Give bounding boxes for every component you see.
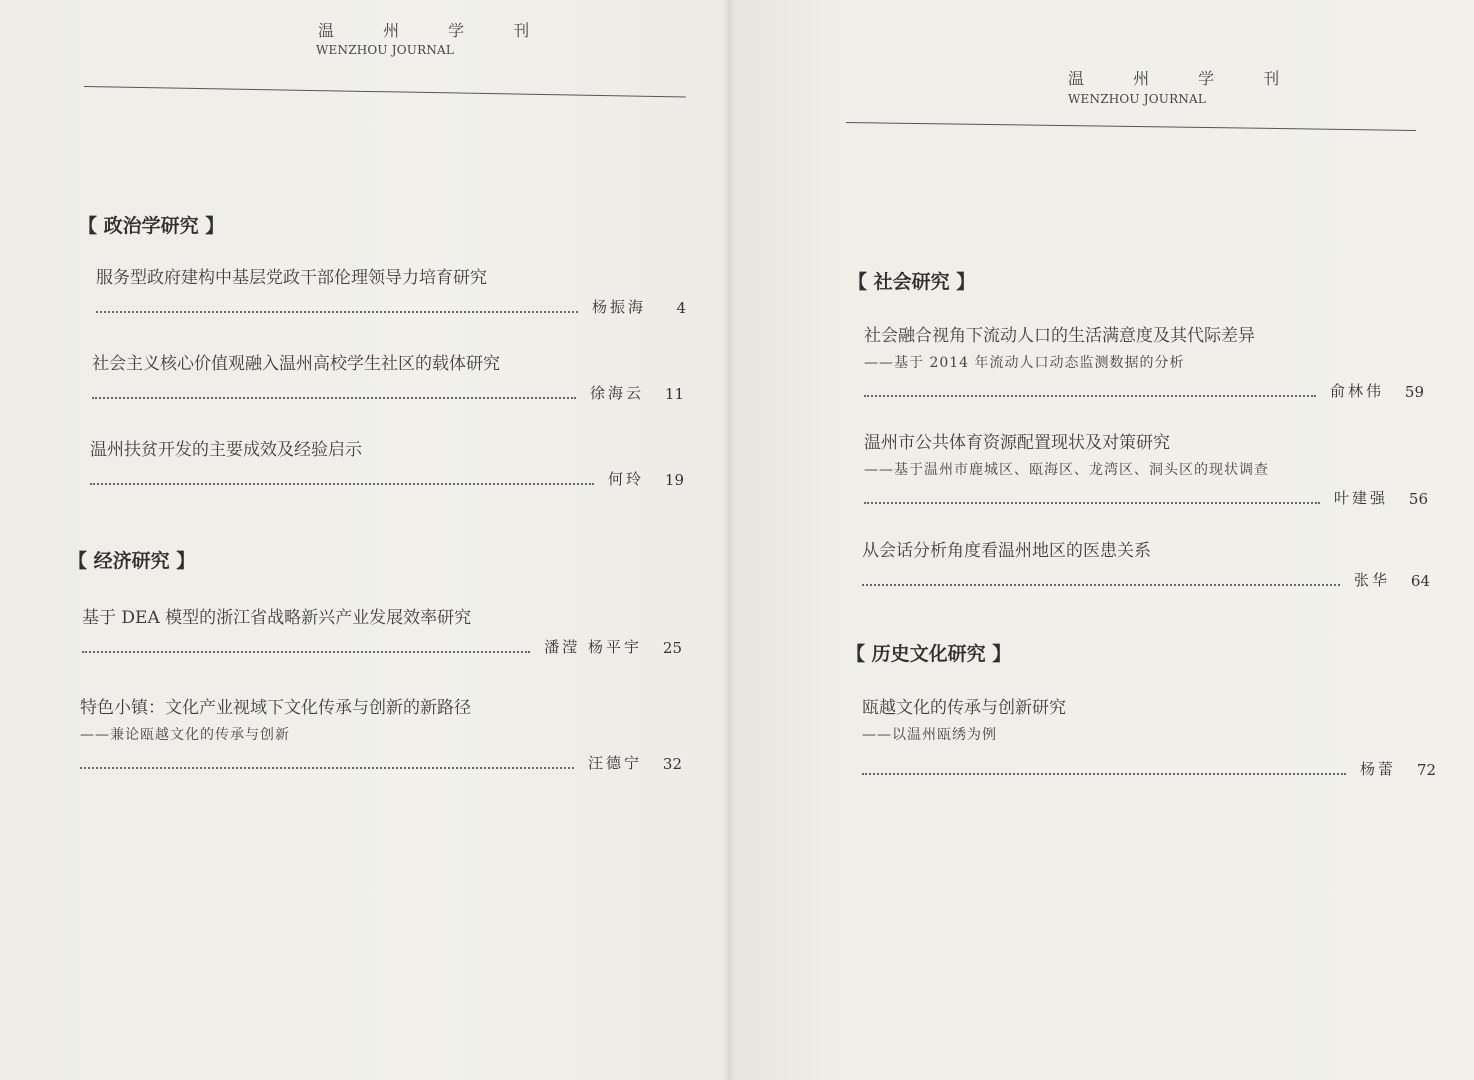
toc-entry[interactable] xyxy=(96,263,686,317)
leader-row xyxy=(864,487,1428,508)
toc-entry[interactable] xyxy=(864,321,1424,401)
toc-entry[interactable] xyxy=(864,428,1428,508)
entry-author: 杨振海 xyxy=(591,298,646,316)
entry-author: 张华 xyxy=(1353,571,1390,589)
leader-row xyxy=(862,569,1430,590)
entry-subtitle: ——基于温州市鹿城区、瓯海区、龙湾区、洞头区的现状调查 xyxy=(864,462,1269,478)
entry-page-number: 19 xyxy=(664,471,684,489)
leader-row xyxy=(82,636,682,657)
book-gutter xyxy=(722,0,736,1080)
dot-leader xyxy=(82,641,530,653)
header-rule xyxy=(84,86,686,98)
entry-title: 瓯越文化的传承与创新研究 xyxy=(862,698,1066,718)
section-heading-politics: 【 政治学研究 】 xyxy=(78,215,225,237)
entry-title: 从会话分析角度看温州地区的医患关系 xyxy=(862,541,1151,561)
left-page xyxy=(0,0,728,1080)
toc-entry[interactable] xyxy=(82,603,682,657)
entry-page-number: 32 xyxy=(662,755,682,773)
entry-subtitle: ——以温州瓯绣为例 xyxy=(862,727,997,743)
leader-row xyxy=(862,758,1436,779)
entry-author: 汪德宁 xyxy=(587,754,642,772)
dot-leader xyxy=(864,385,1316,397)
dot-leader xyxy=(864,492,1320,504)
dot-leader xyxy=(80,757,574,769)
toc-entry[interactable] xyxy=(862,693,1436,779)
dot-leader xyxy=(862,763,1346,775)
leader-row xyxy=(864,380,1424,401)
entry-author: 潘滢 杨平宇 xyxy=(544,638,642,656)
journal-title-cn: 温 州 学 刊 xyxy=(318,21,552,40)
leader-row xyxy=(90,468,684,489)
dot-leader xyxy=(862,574,1340,586)
leader-row xyxy=(92,382,684,403)
entry-author: 杨蕾 xyxy=(1359,760,1396,778)
entry-page-number: 56 xyxy=(1408,490,1428,508)
dot-leader xyxy=(92,387,576,399)
entry-page-number: 4 xyxy=(676,299,686,317)
entry-page-number: 72 xyxy=(1416,761,1436,779)
section-heading-economics: 【 经济研究 】 xyxy=(68,550,196,572)
entry-page-number: 64 xyxy=(1410,572,1430,590)
toc-entry[interactable] xyxy=(80,693,682,773)
dot-leader xyxy=(90,473,594,485)
entry-title: 特色小镇：文化产业视域下文化传承与创新的新路径 xyxy=(80,698,471,718)
entry-title: 社会融合视角下流动人口的生活满意度及其代际差异 xyxy=(864,326,1255,346)
entry-title: 服务型政府建构中基层党政干部伦理领导力培育研究 xyxy=(96,268,487,288)
entry-page-number: 25 xyxy=(662,639,682,657)
entry-title: 基于 DEA 模型的浙江省战略新兴产业发展效率研究 xyxy=(82,608,472,628)
header-rule xyxy=(846,122,1416,131)
section-heading-society: 【 社会研究 】 xyxy=(848,271,976,293)
toc-entry[interactable] xyxy=(90,435,684,489)
entry-author: 徐海云 xyxy=(589,384,644,402)
toc-entry[interactable] xyxy=(862,536,1430,590)
entry-subtitle: ——基于 2014 年流动人口动态监测数据的分析 xyxy=(864,355,1185,371)
entry-title: 温州市公共体育资源配置现状及对策研究 xyxy=(864,433,1170,453)
journal-title-cn: 温 州 学 刊 xyxy=(1068,69,1302,88)
leader-row xyxy=(96,296,686,317)
journal-title-en: WENZHOU JOURNAL xyxy=(1068,92,1207,106)
entry-title: 社会主义核心价值观融入温州高校学生社区的载体研究 xyxy=(92,354,500,374)
entry-author: 俞林伟 xyxy=(1329,382,1384,400)
journal-title-en: WENZHOU JOURNAL xyxy=(316,43,455,57)
entry-page-number: 11 xyxy=(664,385,684,403)
section-heading-history-culture: 【 历史文化研究 】 xyxy=(846,643,1012,665)
entry-author: 叶建强 xyxy=(1333,489,1388,507)
entry-title: 温州扶贫开发的主要成效及经验启示 xyxy=(90,440,362,460)
entry-subtitle: ——兼论瓯越文化的传承与创新 xyxy=(80,727,290,743)
toc-entry[interactable] xyxy=(92,349,684,403)
dot-leader xyxy=(96,301,578,313)
entry-page-number: 59 xyxy=(1404,383,1424,401)
right-page xyxy=(728,0,1474,1080)
leader-row xyxy=(80,752,682,773)
entry-author: 何玲 xyxy=(607,470,644,488)
